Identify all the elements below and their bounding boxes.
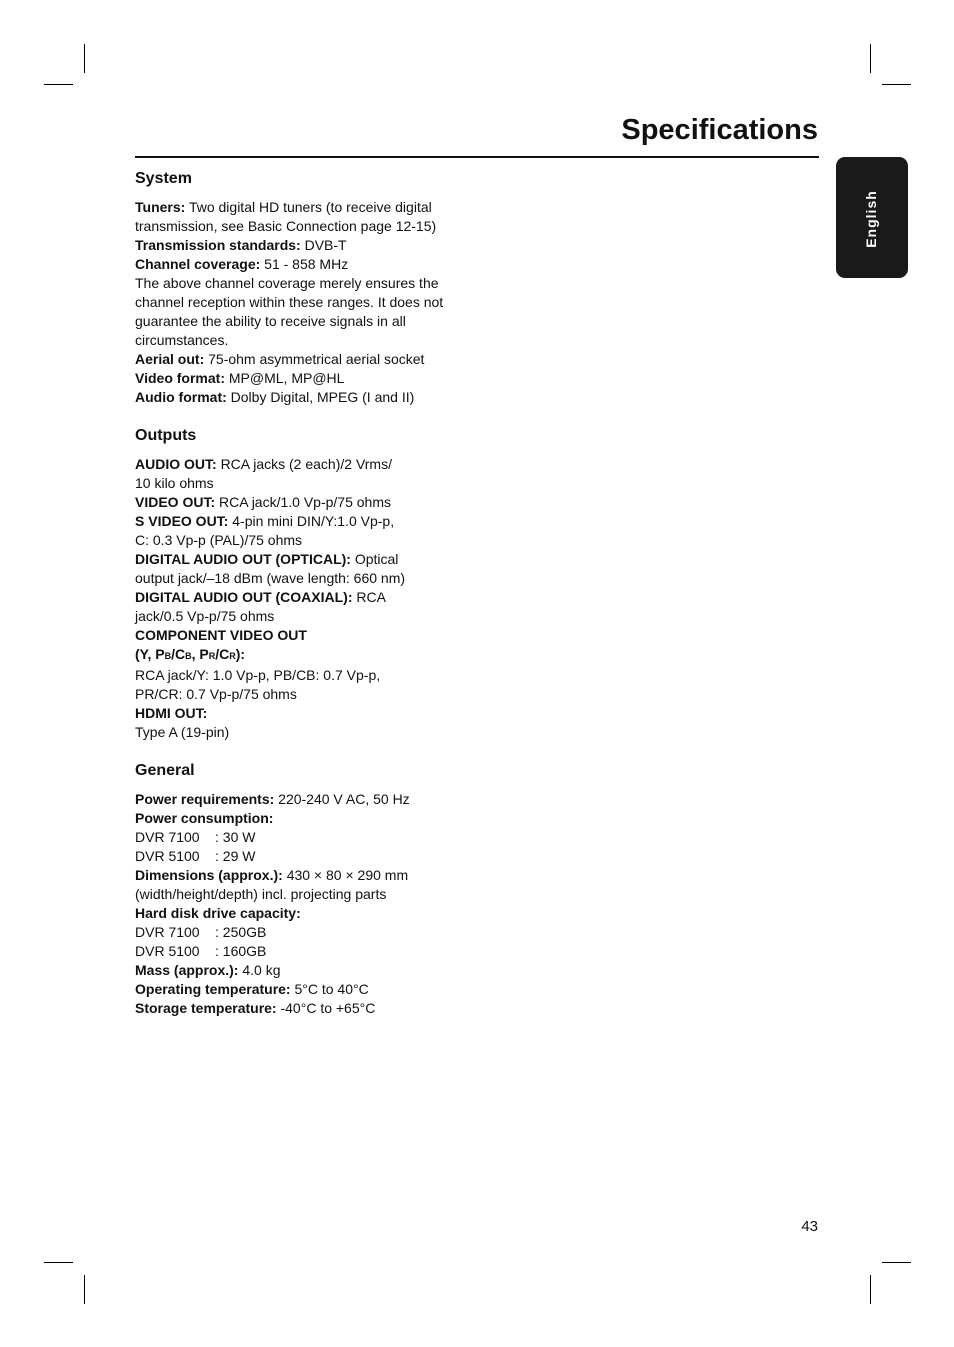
spec-audio-format: Audio format: Dolby Digital, MPEG (I and II)	[135, 389, 415, 405]
spec-storage-temperature: Storage temperature: -40°C to +65°C	[135, 1000, 376, 1016]
page-title: Specifications	[621, 114, 818, 146]
spec-s-video-out: S VIDEO OUT: 4-pin mini DIN/Y:1.0 Vp-p,	[135, 513, 395, 529]
coverage-note: guarantee the ability to receive signals in all	[135, 313, 406, 329]
spec-hdd-capacity-label: Hard disk drive capacity:	[135, 905, 301, 921]
spec-component-video-value: RCA jack/Y: 1.0 Vp-p, PB/CB: 0.7 Vp-p,	[135, 667, 381, 683]
spec-power-consumption-row: DVR 5100 : 29 W	[135, 848, 256, 864]
section-system	[135, 168, 465, 407]
title-rule	[135, 156, 819, 158]
section-title-general: General	[135, 762, 195, 779]
spec-component-video-signals: (Y, PB/CB, PR/CR):	[135, 646, 246, 662]
spec-tuners: Tuners: Two digital HD tuners (to receive digital	[135, 199, 432, 215]
spec-digital-coaxial: DIGITAL AUDIO OUT (COAXIAL): RCA	[135, 589, 386, 605]
spec-operating-temperature: Operating temperature: 5°C to 40°C	[135, 981, 369, 997]
spec-s-video-out-cont: C: 0.3 Vp-p (PAL)/75 ohms	[135, 532, 303, 548]
crop-mark	[84, 1275, 85, 1304]
spec-audio-out-cont: 10 kilo ohms	[135, 475, 214, 491]
spec-hdd-capacity-row: DVR 5100 : 160GB	[135, 943, 267, 959]
language-tab-label: English	[863, 190, 879, 248]
spec-tuners-cont: transmission, see Basic Connection page 12-15)	[135, 218, 437, 234]
coverage-note: channel reception within these ranges. It does not	[135, 294, 444, 310]
crop-mark	[84, 44, 85, 73]
spec-audio-out: AUDIO OUT: RCA jacks (2 each)/2 Vrms/	[135, 456, 392, 472]
section-title-outputs: Outputs	[135, 427, 197, 444]
spec-power-requirements: Power requirements: 220-240 V AC, 50 Hz	[135, 791, 410, 807]
section-outputs	[135, 425, 465, 742]
spec-aerial-out: Aerial out: 75-ohm asymmetrical aerial socket	[135, 351, 425, 367]
section-title-system: System	[135, 170, 192, 187]
coverage-note: circumstances.	[135, 332, 229, 348]
spec-component-video-value: PR/CR: 0.7 Vp-p/75 ohms	[135, 686, 297, 702]
crop-mark	[870, 1275, 871, 1304]
language-tab	[836, 157, 908, 278]
section-body-system	[135, 198, 465, 407]
spec-channel-coverage: Channel coverage: 51 - 858 MHz	[135, 256, 349, 272]
crop-mark	[882, 1262, 911, 1263]
spec-dimensions: Dimensions (approx.): 430 × 80 × 290 mm	[135, 867, 409, 883]
crop-mark	[882, 84, 911, 85]
spec-dimensions-note: (width/height/depth) incl. projecting parts	[135, 886, 387, 902]
crop-mark	[44, 84, 73, 85]
spec-hdmi-out-value: Type A (19-pin)	[135, 724, 230, 740]
section-general	[135, 760, 465, 1018]
crop-mark	[44, 1262, 73, 1263]
crop-mark	[870, 44, 871, 73]
page-number: 43	[801, 1218, 818, 1235]
spec-video-out: VIDEO OUT: RCA jack/1.0 Vp-p/75 ohms	[135, 494, 391, 510]
specifications-content	[135, 168, 465, 1036]
section-body-outputs	[135, 455, 465, 742]
spec-mass: Mass (approx.): 4.0 kg	[135, 962, 281, 978]
spec-digital-optical: DIGITAL AUDIO OUT (OPTICAL): Optical	[135, 551, 399, 567]
spec-transmission-standards: Transmission standards: DVB-T	[135, 237, 347, 253]
spec-video-format: Video format: MP@ML, MP@HL	[135, 370, 345, 386]
spec-digital-optical-cont: output jack/–18 dBm (wave length: 660 nm)	[135, 570, 406, 586]
spec-hdmi-out-label: HDMI OUT:	[135, 705, 208, 721]
spec-hdd-capacity-row: DVR 7100 : 250GB	[135, 924, 267, 940]
coverage-note: The above channel coverage merely ensures the	[135, 275, 439, 291]
spec-digital-coaxial-cont: jack/0.5 Vp-p/75 ohms	[135, 608, 275, 624]
section-body-general	[135, 790, 465, 1018]
spec-power-consumption-row: DVR 7100 : 30 W	[135, 829, 256, 845]
spec-power-consumption-label: Power consumption:	[135, 810, 274, 826]
spec-component-video-label: COMPONENT VIDEO OUT	[135, 627, 307, 643]
